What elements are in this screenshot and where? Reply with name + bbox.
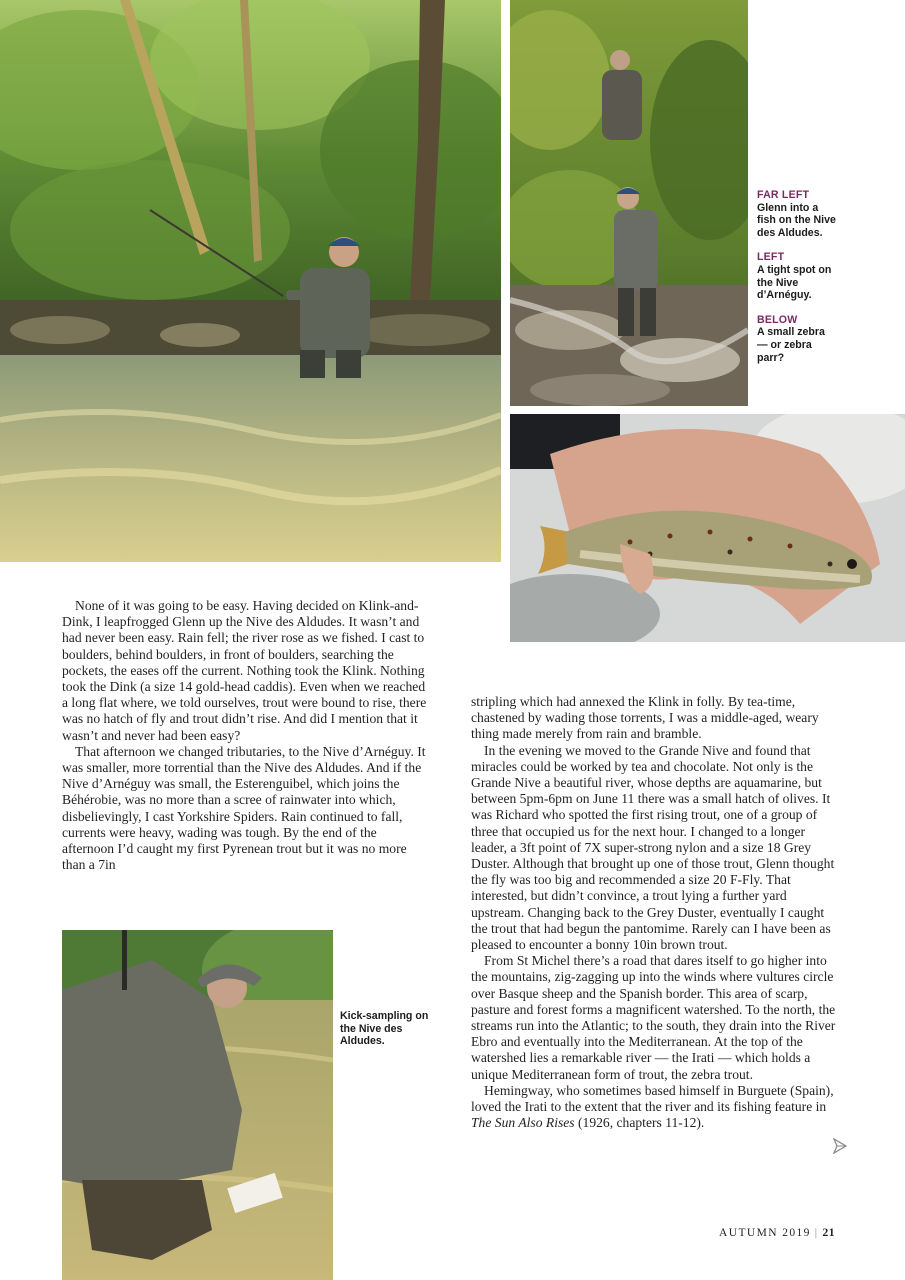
photo-kick-sampling: [62, 930, 333, 1280]
caption-tag: BELOW: [757, 313, 798, 326]
folio-separator: |: [814, 1227, 819, 1239]
photo-zebra-trout-in-hand: [510, 414, 905, 642]
caption-left: [757, 251, 837, 301]
photo-tight-spot-nive-darneguy: [510, 0, 748, 406]
body-text: (1926, chapters 11-12).: [574, 1115, 705, 1131]
caption-far-left: [757, 189, 837, 239]
photo-captions: [757, 189, 837, 376]
caption-text: Glenn into a fish on the Nive des Aldudes.: [757, 201, 836, 239]
page-number: 21: [822, 1227, 835, 1239]
body-paragraph-last: [471, 1083, 839, 1132]
caption-below: [757, 314, 837, 364]
body-text: Hemingway, who sometimes based himself in Burguete (Spain), loved the Irati to the extent that the river and its fishing feature in: [471, 1082, 834, 1115]
book-title: The Sun Also Rises: [471, 1115, 575, 1131]
caption-tag: FAR LEFT: [757, 189, 810, 201]
body-paragraph: In the evening we moved to the Grande Nive and found that miracles could be worked by tea and chocolate. Not only is the Grande Nive a beautiful river, whose depths are aquamarine, but between 5pm-6pm on June 11 there was a small hatch of olives. It was Richard who spotted the first rising trout, one of a group of three that occupied us for the next hour. I changed to a longer leader, a 3ft point of 7X super-strong nylon and a size 18 Grey Duster. Although that brought up one of those trout, Glenn thought the fly was too big and recommended a size 20 F-Fly. That interested, but didn’t convince, a trout lying a further yard upstream. Changing back to the Grey Duster, eventually I caught the trout that had begun the pantomime. Rarely can I have been as pleased to encounter a bonny 10in brown trout.: [471, 742, 835, 953]
next-page-arrow-icon: [833, 1138, 847, 1154]
body-column-right: [471, 694, 839, 1131]
caption-text: A tight spot on the Nive d’Arnéguy.: [757, 263, 832, 302]
issue-label: AUTUMN 2019: [719, 1227, 811, 1239]
body-column-left: [62, 598, 430, 873]
caption-kick-sampling: [340, 1010, 430, 1048]
body-paragraph: That afternoon we changed tributaries, to the Nive d’Arnéguy. It was smaller, more torrential than the Nive des Aldudes. And if the Nive d’Arnéguy was small, the Esterenguibel, which joins the Béhérobie, was no more than a scree of rainwater into which, disbelievingly, I cast Yorkshire Spiders. Rain continued to fall, currents were heavy, wading was tough. By the end of the afternoon I’d caught my first Pyrenean trout but it was no more than a 7in: [62, 743, 426, 873]
page-folio: [719, 1227, 835, 1239]
caption-text: A small zebra — or zebra parr?: [757, 326, 825, 364]
photo-angler-nive-des-aldudes: [0, 0, 501, 562]
body-paragraph: None of it was going to be easy. Having decided on Klink-and-Dink, I leapfrogged Glenn up the Nive des Aldudes. It wasn’t and had never been easy. Rain fell; the river rose as we fished. I cast to boulders, behind boulders, in front of boulders, searching the pockets, the eases off the current. Nothing took the Klink. Nothing took the Dink (a size 14 gold-head caddis). Even when we reached a long flat where, we told ourselves, trout were bound to rise, there was no hatch of fly and trout didn’t rise. And did I mention that it wasn’t and never had been easy?: [62, 598, 427, 743]
caption-text: Kick-sampling on the Nive des Aldudes.: [340, 1010, 429, 1048]
caption-tag: LEFT: [757, 251, 785, 264]
body-paragraph: From St Michel there’s a road that dares itself to go higher into the mountains, zig-zagging up into the winds where vultures circle over Basque sheep and the Spanish border. This area of scarp, pasture and forest forms a magnificent watershed. To the north, the streams run into the Atlantic; to the south, they drain into the River Ebro and eventually into the Mediterranean. At the top of the watershed lies a remarkable river — the Irati — which holds a unique Mediterranean form of trout, the zebra trout.: [471, 953, 836, 1082]
body-paragraph-continued: stripling which had annexed the Klink in folly. By tea-time, chastened by wading those torrents, I was a middle-aged, weary thing made merely from rain and bramble.: [471, 694, 819, 742]
